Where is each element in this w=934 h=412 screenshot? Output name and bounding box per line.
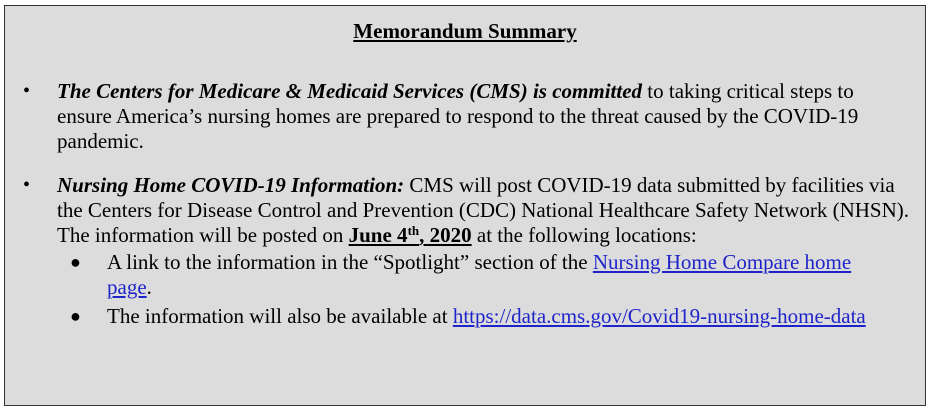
- nursing-home-compare-link[interactable]: Nursing Home Compare home page: [107, 250, 852, 299]
- bullet-body-text: to taking critical steps to ensure America’s nursing homes are prepared to respond to the threat caused by the COVID-19 pandemic.: [57, 79, 859, 153]
- posting-date-main: June 4: [348, 223, 408, 247]
- nursing-home-data-link[interactable]: https://data.cms.gov/Covid19-nursing-home-data: [452, 304, 866, 328]
- bullet-item-nursing-home-info: [23, 173, 913, 329]
- sub-bullet-dot-icon: ●: [70, 306, 81, 326]
- sub-item-text: A link to the information in the “Spotlight” section of the: [107, 250, 593, 274]
- posting-date-suffix: th: [407, 223, 420, 238]
- sub-list-item-compare-link: [57, 250, 897, 300]
- bullet-item-cms-commitment: [23, 79, 913, 154]
- sub-list-item-data-url: [57, 304, 897, 329]
- bullet-body-text-after-date: at the following locations:: [471, 223, 697, 247]
- bullet-body-text: CMS will post COVID-19 data submitted by facilities via the Centers for Disease Control and Prevention (CDC) National Healthcare Safety Network (NHSN). The information will be posted on: [57, 173, 910, 247]
- sub-bullet-dot-icon: ●: [70, 252, 81, 272]
- posting-date-year: , 2020: [419, 223, 472, 247]
- bullet-dot-icon: •: [23, 174, 31, 196]
- locations-sub-list: [57, 250, 913, 329]
- sub-item-after-text: .: [146, 275, 152, 299]
- bullet-lead-text: Nursing Home COVID-19 Information:: [57, 173, 405, 197]
- memorandum-summary-box: [4, 5, 926, 406]
- bullet-lead-text: The Centers for Medicare & Medicaid Services (CMS) is committed: [57, 79, 643, 103]
- bullet-dot-icon: •: [23, 80, 31, 102]
- posting-date: [349, 223, 472, 247]
- memo-title: Memorandum Summary: [353, 19, 577, 43]
- sub-item-text: The information will also be available at: [107, 304, 453, 328]
